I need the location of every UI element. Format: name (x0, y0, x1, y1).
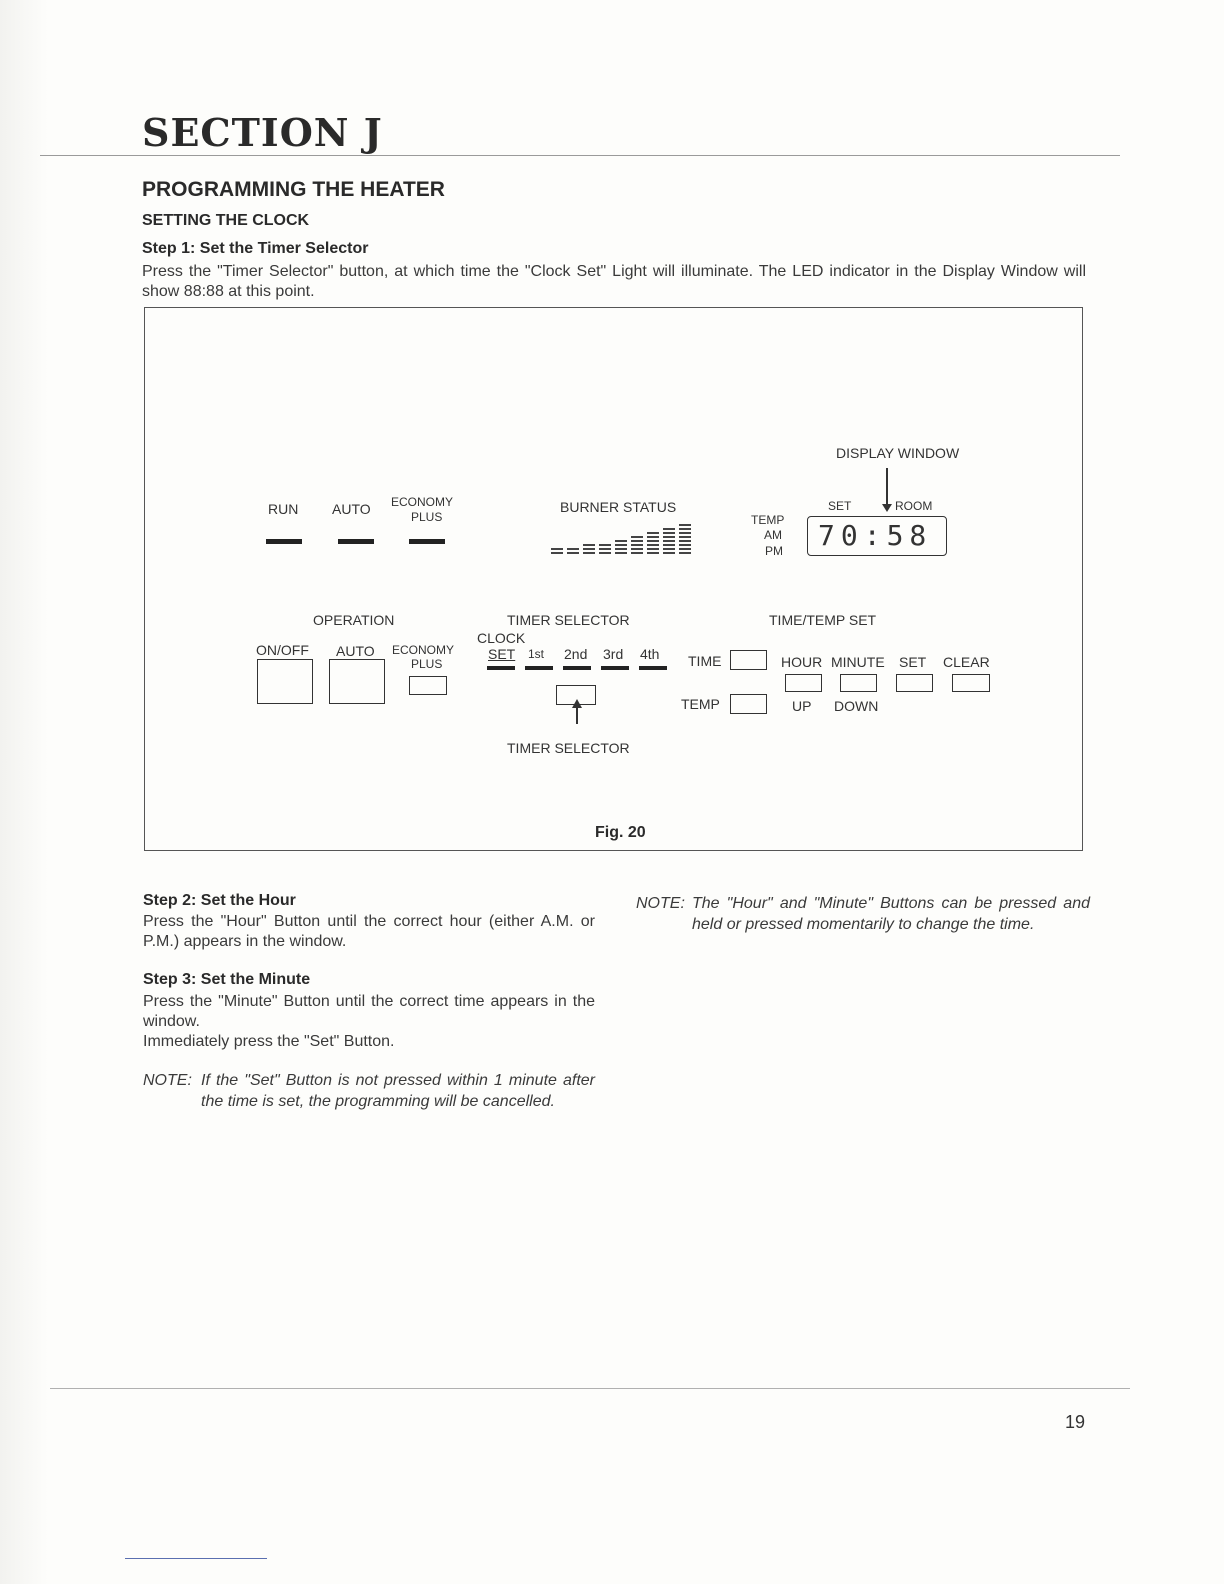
down-label: DOWN (834, 698, 879, 714)
auto-label: AUTO (332, 501, 371, 517)
led-readout: 70:58 (818, 519, 933, 552)
on-off-button[interactable] (257, 659, 313, 704)
note2-label: NOTE: (636, 895, 685, 912)
timer-3rd-light (601, 666, 629, 670)
clock-set-label: SET (488, 646, 516, 662)
step1-text: Press the "Timer Selector" button, at which time the "Clock Set" Light will illuminate. The LED indicator in the Display Window will show 88:88 at this point. (142, 263, 1086, 300)
auto-button-label: AUTO (336, 643, 375, 659)
am-indicator-label: AM (764, 528, 782, 542)
subheading: SETTING THE CLOCK (142, 212, 310, 229)
set-button-label: SET (899, 654, 927, 670)
burner-status-bargraph (549, 518, 709, 558)
clear-button[interactable] (952, 674, 990, 692)
bottom-mark (125, 1558, 267, 1559)
step1-title: Step 1: Set the Timer Selector (142, 240, 369, 257)
timer-selector-arrow (576, 706, 578, 724)
economy-button-label: ECONOMY (392, 643, 455, 657)
run-indicator-light (266, 539, 302, 544)
timer-4th-label: 4th (640, 646, 660, 662)
pm-indicator-label: PM (765, 544, 783, 558)
plus-label: PLUS (411, 510, 443, 524)
timer-selector-bottom-label: TIMER SELECTOR (507, 740, 630, 756)
timer-4th-light (639, 666, 667, 670)
arrow-up-icon (572, 699, 582, 708)
time-temp-set-label: TIME/TEMP SET (769, 612, 877, 628)
display-window-arrow (886, 468, 888, 508)
economy-label: ECONOMY (391, 495, 454, 509)
step3-text-set: Immediately press the "Set" Button. (143, 1033, 395, 1050)
on-off-label: ON/OFF (256, 642, 309, 658)
led-display-window (807, 516, 947, 556)
minute-label: MINUTE (831, 654, 885, 670)
timer-2nd-label: 2nd (564, 646, 588, 662)
arrow-head-icon (882, 504, 892, 512)
footer-rule (50, 1388, 1130, 1389)
note1-label: NOTE: (143, 1072, 192, 1089)
run-label: RUN (268, 501, 299, 517)
temp-indicator-label: TEMP (751, 513, 785, 527)
title-rule (40, 155, 1120, 156)
temp-label: TEMP (681, 696, 720, 712)
economy-plus-button[interactable] (409, 676, 447, 695)
timer-selector-top-label: TIMER SELECTOR (507, 612, 630, 628)
economy-indicator-light (409, 539, 445, 544)
figure-caption: Fig. 20 (595, 824, 646, 841)
timer-2nd-light (563, 666, 591, 670)
time-button[interactable] (730, 650, 767, 670)
note2-text: The "Hour" and "Minute" Buttons can be pressed and held or pressed momentarily to change the time. (692, 895, 1090, 933)
timer-1st-light (525, 666, 553, 670)
hour-label: HOUR (781, 654, 823, 670)
burner-status-label: BURNER STATUS (560, 499, 677, 515)
page-spine-shadow (0, 0, 48, 1584)
step2-text: Press the "Hour" Button until the correct hour (either A.M. or P.M.) appears in the window. (143, 913, 595, 950)
minute-down-button[interactable] (840, 674, 877, 692)
set-button[interactable] (896, 674, 933, 692)
clock-label: CLOCK (477, 630, 526, 646)
display-window-label: DISPLAY WINDOW (836, 445, 960, 461)
operation-label: OPERATION (313, 612, 395, 628)
up-label: UP (792, 698, 812, 714)
page-heading: PROGRAMMING THE HEATER (142, 178, 445, 201)
clock-set-light (487, 666, 515, 670)
set-indicator-label: SET (828, 499, 852, 513)
time-label: TIME (688, 653, 722, 669)
hour-up-button[interactable] (785, 674, 822, 692)
step3-title: Step 3: Set the Minute (143, 971, 311, 988)
timer-3rd-label: 3rd (603, 646, 624, 662)
clear-label: CLEAR (943, 654, 990, 670)
plus-button-label: PLUS (411, 657, 443, 671)
temp-button[interactable] (730, 694, 767, 714)
auto-button[interactable] (329, 659, 385, 704)
timer-1st-label: 1st (528, 647, 545, 661)
note1-text: If the "Set" Button is not pressed within 1 minute after the time is set, the programming will be cancelled. (201, 1072, 595, 1110)
page-number: 19 (1065, 1412, 1086, 1432)
auto-indicator-light (338, 539, 374, 544)
section-title: SECTION J (142, 110, 383, 155)
room-indicator-label: ROOM (895, 499, 933, 513)
step3-text: Press the "Minute" Button until the correct time appears in the window. (143, 993, 595, 1030)
step2-title: Step 2: Set the Hour (143, 892, 296, 909)
figure-20 (144, 307, 1083, 851)
